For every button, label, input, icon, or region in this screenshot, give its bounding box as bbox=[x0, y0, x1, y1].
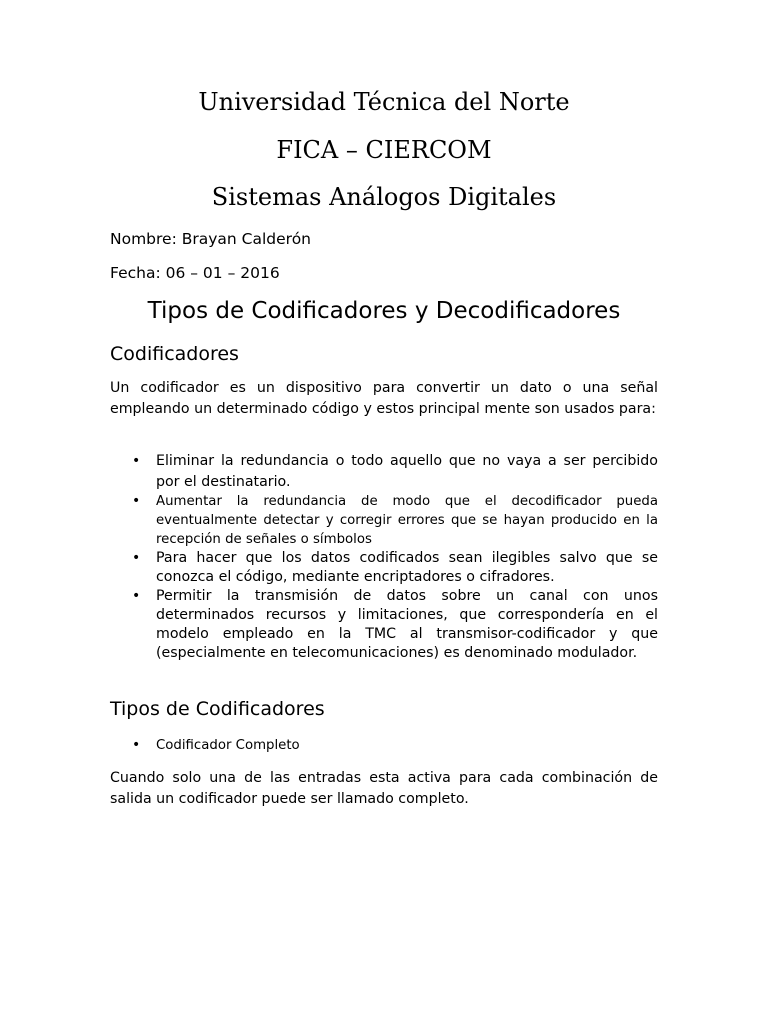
list-item bbox=[110, 492, 658, 549]
bullet-icon: • bbox=[132, 550, 141, 566]
bullet-icon: • bbox=[132, 453, 141, 469]
document-date: Fecha: 06 – 01 – 2016 bbox=[110, 264, 280, 282]
list-item-text: Permitir la transmisión de datos sobre un canal con unos determinados recursos y limitaciones, que correspondería en el modelo empleado en la TMC al transmisor-codificador y que (especialmente en telecomunicaciones) es denominado modulador. bbox=[156, 588, 658, 661]
bullet-icon: • bbox=[132, 737, 141, 753]
types-list bbox=[110, 736, 658, 755]
list-item bbox=[110, 451, 658, 492]
list-item-text: Aumentar la redundancia de modo que el decodificador pueda eventualmente detectar y corregir errores que se hayan producido en la recepción de señales o símbolos bbox=[156, 494, 658, 547]
list-item bbox=[110, 736, 658, 755]
section-heading-tipos: Tipos de Codificadores bbox=[110, 698, 325, 720]
list-item-text: Eliminar la redundancia o todo aquello que no vaya a ser percibido por el destinatario. bbox=[156, 453, 658, 490]
document-title: Tipos de Codificadores y Decodificadores bbox=[147, 298, 621, 324]
list-item bbox=[110, 587, 658, 663]
bullet-icon: • bbox=[132, 588, 141, 604]
university-name: Universidad Técnica del Norte bbox=[198, 88, 570, 116]
faculty-name: FICA – CIERCOM bbox=[276, 136, 492, 164]
complete-encoder-paragraph: Cuando solo una de las entradas esta activa para cada combinación de salida un codificador puede ser llamado completo. bbox=[110, 770, 658, 807]
uses-list bbox=[110, 451, 658, 663]
list-item bbox=[110, 549, 658, 587]
bullet-icon: • bbox=[132, 493, 141, 509]
student-name: Nombre: Brayan Calderón bbox=[110, 230, 312, 248]
course-name: Sistemas Análogos Digitales bbox=[211, 183, 557, 211]
list-item-text: Codificador Completo bbox=[156, 738, 300, 753]
list-item-text: Para hacer que los datos codificados sean ilegibles salvo que se conozca el código, mediante encriptadores o cifradores. bbox=[156, 550, 658, 585]
intro-paragraph: Un codificador es un dispositivo para convertir un dato o una señal empleando un determinado código y estos principal mente son usados para: bbox=[110, 380, 658, 417]
section-heading-codificadores: Codificadores bbox=[110, 343, 239, 365]
